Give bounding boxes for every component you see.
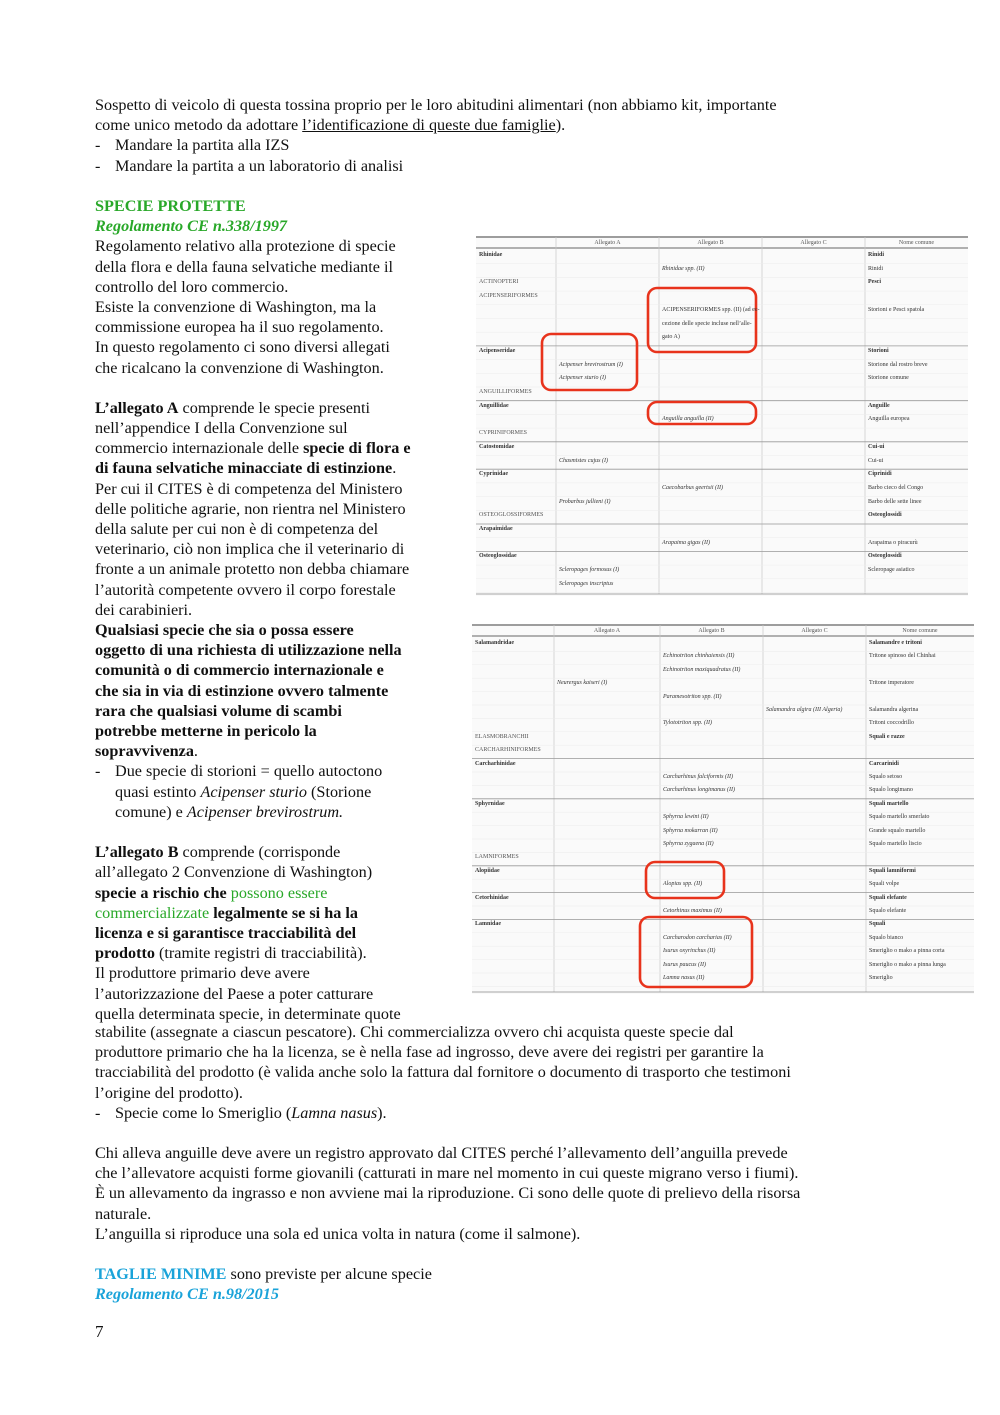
table-cell: Isurus oxyrinchus (II) [663, 948, 716, 955]
section-heading-specie-protette: SPECIE PROTETTE [95, 197, 246, 215]
table-cell: Carcharhinus longimanus (II) [663, 787, 735, 794]
anguilla-line: È un allevamento da ingrasso e non avviene mai la riproduzione. Ci sono delle quote di prelievo della risorsa [95, 1184, 801, 1203]
table-cell: Carcarinidi [869, 760, 899, 767]
table-cell: Squali elefante [869, 894, 907, 901]
intro-section [95, 95, 915, 176]
allegato-a-line: delle politiche agrarie, non rientra nel Ministero [95, 499, 406, 518]
allegato-b-line: all’allegato 2 Convenzione di Washington) [95, 863, 373, 882]
allegato-a-line: della salute per cui non è di competenza del [95, 520, 379, 539]
table-cell: Arapaima gigas (II) [662, 539, 710, 546]
allegato-b-line: licenza e si garantisce tracciabilità del [95, 923, 357, 942]
section-heading-taglie-minime: TAGLIE MINIME [95, 1265, 227, 1284]
regulation-title: Regolamento CE n.338/1997 [95, 217, 288, 236]
table-cell: Salamandra algerina [869, 707, 919, 713]
allegato-a-line: fronte a un animale protetto non debba chiamare [95, 560, 410, 579]
table-cell: Squalo elefante [869, 908, 907, 914]
table-cell: Tritone imperatore [869, 680, 914, 687]
table-header-cell: Allegato C [800, 240, 827, 246]
table-cell: Echinotriton maxiquadratus (II) [663, 666, 741, 673]
table-cell: Lamna nasus (II) [663, 975, 705, 981]
allegato-a-line: L’allegato A comprende le specie presenti [95, 398, 370, 417]
table-cell: Echinotriton chinhaiensis (II) [663, 653, 735, 660]
table-cell: ACIPENSERIFORMES [479, 293, 538, 300]
cites-table-1-image [476, 236, 968, 596]
anguilla-line: naturale. [95, 1204, 152, 1223]
intro-line-2: come unico metodo da adottare l’identificazione di queste due famiglie). [95, 116, 566, 135]
table-cell: ELASMOBRANCHII [475, 733, 529, 740]
table-cell: Sphyrnidae [475, 800, 505, 807]
table-cell: Scleropage asiatico [868, 567, 915, 574]
table-cell: Grande squalo martello [869, 827, 926, 834]
table-header-cell: Allegato A [593, 628, 621, 634]
table-cell: Squali volpe [869, 881, 900, 888]
table-cell: Sphyrna zygaena (II) [663, 841, 714, 847]
table-cell: CARCHARHINIFORMES [475, 747, 541, 754]
para-line: che ricalcano la convenzione di Washington. [95, 358, 384, 377]
table-cell: Probarbus jullieni (I) [559, 498, 611, 505]
para-line: In questo regolamento ci sono diversi allegati [95, 338, 390, 357]
table-cell: ANGUILLIFORMES [479, 389, 532, 395]
allegato-a-line: dei carabinieri. [95, 600, 193, 619]
table-cell: Carcharodon carcharias (II) [663, 934, 732, 941]
table-cell: Tylototriton spp. (II) [663, 720, 713, 727]
table-cell: Smeriglio o mako a pinna corta [869, 948, 945, 955]
para-line: controllo del loro commercio. [95, 277, 289, 296]
table-cell: Squali martello [869, 800, 909, 807]
table-cell: Storioni e Pesci spatola [868, 306, 925, 313]
table-cell: Catostomidae [479, 443, 515, 450]
table-cell: Squalo longimano [869, 787, 913, 794]
bold-line: sopravvivenza. [95, 742, 198, 761]
cites-table-2-image [472, 624, 974, 994]
wide-line: l’origine del prodotto). [95, 1083, 243, 1102]
table-cell: Squali [869, 921, 886, 928]
table-cell: Squali e razze [869, 733, 905, 740]
table-header-cell: Nome comune [902, 628, 938, 634]
anguilla-line: che l’allevatore acquisti forme giovanili (catturati in mare nel momento in cui queste migrano verso i fiumi). [95, 1164, 799, 1183]
table-cell: Anguilla europea [868, 416, 910, 423]
table-cell: Alopiidae [475, 867, 500, 874]
table-cell: Cui-ui [868, 443, 885, 450]
table-cell: Alopias spp. (II) [663, 881, 703, 888]
table-cell: Anguillidae [479, 402, 509, 409]
regulation-title-taglie: Regolamento CE n.98/2015 [95, 1285, 279, 1304]
wide-line: produttore primario che ha la licenza, se è nella fase ad ingrosso, deve avere dei registri per garantire la [95, 1043, 764, 1062]
underlined-text: l’identificazione di queste due famiglie [302, 116, 556, 135]
table-header-cell: Allegato C [801, 628, 828, 634]
table-cell: Cetorhinus maximus (II) [663, 908, 722, 914]
table-cell: Scleropages formosus (I) [559, 567, 620, 574]
table-cell: Arapaima o piracurù [868, 539, 918, 546]
table-cell: Rhinidae [479, 252, 503, 258]
table-cell: Cui-ui [868, 457, 884, 464]
bold-line: potrebbe metterne in pericolo la [95, 722, 317, 741]
table-cell: Neurergus kaiseri (I) [557, 680, 608, 687]
table-cell: Sphyrna lewini (II) [663, 814, 709, 821]
para-line: commissione europea ha il suo regolamento. [95, 318, 384, 337]
table-cell: Storione dal rostro breve [868, 361, 928, 368]
allegato-b-line: L’allegato B comprende (corrisponde [95, 843, 341, 862]
allegato-a-line: veterinario, ciò non implica che il veterinario di [95, 540, 405, 559]
wide-line: stabilite (assegnate a ciascun pescatore). Chi commercializza ovvero chi acquista queste specie dal [95, 1023, 734, 1041]
table-cell: Scleropages inscriptus [559, 580, 614, 587]
table-cell: Carcharhinus falciformis (II) [663, 774, 733, 780]
taglie-heading-line: TAGLIE MINIME sono previste per alcune specie [95, 1265, 432, 1284]
table-cell: Isurus paucus (II) [663, 961, 706, 968]
allegato-b-line: prodotto (tramite registri di tracciabilità). [95, 944, 367, 963]
table-cell: Salamandridae [475, 640, 515, 646]
allegato-b-line: commercializzate legalmente se si ha la [95, 903, 358, 922]
table-cell: Cetorhinidae [475, 894, 509, 901]
table-cell: Squali lamniformi [869, 867, 916, 874]
allegato-b-line: quella determinata specie, in determinate quote [95, 1004, 401, 1023]
bold-line: rara che qualsiasi volume di scambi [95, 701, 342, 720]
anguilla-line: Chi alleva anguille deve avere un registro approvato dal CITES perché l’allevamento dell’anguilla prevede [95, 1144, 788, 1163]
table-cell: Lamnidae [475, 921, 502, 928]
table-cell: Smeriglio o mako a pinna lunga [869, 961, 946, 968]
table-cell: CYPRINIFORMES [479, 430, 528, 437]
allegato-a-line: l’autorità competente ovvero il corpo forestale [95, 580, 396, 599]
table-cell: ACIPENSERIFORMES spp. (II) (ad ec- [662, 306, 760, 313]
allegato-b-line: l’autorizzazione del Paese a poter catturare [95, 984, 374, 1003]
table-cell: Anguille [868, 402, 890, 409]
table-cell: Ciprinidi [868, 471, 892, 478]
table-cell: Squalo setoso [869, 774, 903, 780]
allegato-a-line: Per cui il CITES è di competenza del Ministero [95, 479, 403, 498]
para-line: Regolamento relativo alla protezione di specie [95, 237, 396, 256]
table-cell: LAMNIFORMES [475, 854, 519, 861]
table-cell: Rhinidae spp. (II) [662, 265, 705, 272]
table-cell: Acipenseridae [479, 347, 516, 354]
table-cell: ACTINOPTERI [479, 279, 519, 286]
table-cell: Pesci [868, 279, 881, 286]
allegato-a-line: di fauna selvatiche minacciate di estinzione. [95, 459, 397, 478]
table-cell: Smeriglio [869, 975, 893, 981]
table-cell: Acipenser sturio (I) [559, 375, 606, 382]
table-cell: Arapaimidae [479, 526, 513, 532]
storioni-bullet-cont: quasi estinto Acipenser sturio (Storione [115, 782, 372, 801]
page-number: 7 [95, 1322, 104, 1341]
table-cell: cezione delle specie incluse nell’alle- [662, 320, 752, 327]
table-cell: Tritone spinoso del Chinhai [869, 653, 936, 660]
table-cell: Salamandre e tritoni [869, 640, 922, 646]
table-cell: Storioni [868, 347, 889, 354]
table-header-cell: Nome comune [898, 240, 935, 246]
table-cell: Carcharhinidae [475, 760, 516, 767]
table-cell: Squalo martello liscio [869, 841, 922, 847]
table-cell: OSTEOGLOSSIFORMES [479, 512, 544, 519]
intro-bullet-2: - Mandare la partita a un laboratorio di analisi [95, 156, 404, 175]
anguilla-line: L’anguilla si riproduce una sola ed unica volta in natura (come il salmone). [95, 1224, 581, 1243]
table-cell: Barbo delle sette linee [868, 498, 922, 505]
table-header-cell: Allegato A [594, 240, 621, 246]
table-cell: gato A) [662, 334, 680, 341]
table-cell: Chasmistes cujus (I) [559, 457, 608, 464]
para-line: Esiste la convenzione di Washington, ma la [95, 298, 377, 317]
bold-line: oggetto di una richiesta di utilizzazione nella [95, 641, 402, 660]
allegato-a-line: commercio internazionale delle specie di flora e [95, 439, 411, 458]
bold-line: comunità o di commercio internazionale e [95, 661, 384, 680]
storioni-bullet-cont: comune) e Acipenser brevirostrum. [115, 802, 344, 821]
table-cell: Rinidi [868, 265, 884, 272]
storioni-bullet: - Due specie di storioni = quello autoctono [95, 762, 383, 781]
table-cell: Osteoglossidi [868, 553, 902, 560]
table-cell: Acipenser brevirostrum (I) [559, 361, 623, 368]
table-cell: Osteoglossidi [868, 512, 902, 519]
table-cell: Sphyrna mokarran (II) [663, 827, 718, 834]
smeriglio-bullet: - Specie come lo Smeriglio (Lamna nasus). [95, 1103, 387, 1122]
table-cell: Caecobarbus geertsii (II) [662, 484, 723, 491]
allegato-a-line: nell’appendice I della Convenzione sul [95, 419, 348, 438]
table-cell: Barbo cieco del Congo [868, 484, 924, 491]
intro-line-1: Sospetto di veicolo di questa tossina proprio per le loro abitudini alimentari (non abbiamo kit, importante [95, 96, 777, 114]
wide-section [95, 1022, 915, 1304]
table-cell: Cyprinidae [479, 471, 509, 478]
table-cell: Paramesotriton spp. (II) [663, 693, 722, 700]
table-cell: Tritoni coccodrillo [869, 720, 914, 727]
table-cell: Salamandra algira (III Algeria) [766, 707, 843, 713]
table-header-cell: Allegato B [697, 240, 724, 246]
table-cell: Osteoglossidae [479, 553, 517, 560]
allegato-b-line: specie a rischio che possono essere [95, 883, 328, 902]
para-line: della flora e della fauna selvatiche mediante il [95, 257, 393, 276]
wide-line: tracciabilità del prodotto (è valida anche solo la fattura dal fornitore o documento di trasporto che testimoni [95, 1063, 791, 1082]
allegato-b-line: Il produttore primario deve avere [95, 964, 310, 983]
bold-line: che sia in via di estinzione ovvero talmente [95, 681, 389, 700]
table-cell: Storione comune [868, 375, 909, 382]
bold-line: Qualsiasi specie che sia o possa essere [95, 621, 354, 640]
intro-bullet-1: - Mandare la partita alla IZS [95, 136, 290, 155]
table-cell: Rinidi [868, 252, 885, 258]
table-cell: Squalo bianco [869, 934, 904, 941]
specie-protette-section [95, 196, 465, 1024]
table-cell: Anguilla anguilla (II) [662, 416, 714, 423]
table-header-cell: Allegato B [698, 628, 725, 634]
table-cell: Squalo martello smerlato [869, 814, 930, 821]
